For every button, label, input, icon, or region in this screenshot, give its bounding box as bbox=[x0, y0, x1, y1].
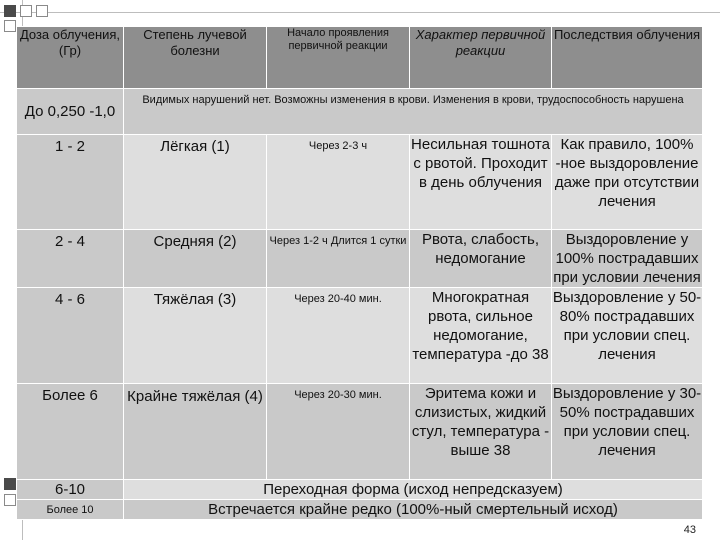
onset-cell: Через 1-2 ч Длится 1 сутки bbox=[267, 230, 410, 288]
character-cell: Рвота, слабость, недомогание bbox=[410, 230, 552, 288]
degree-cell: Средняя (2) bbox=[124, 230, 267, 288]
consequences-cell: Выздоровление у 30-50% пострадавших при условии спец. лечения bbox=[552, 384, 703, 480]
decor-square-4 bbox=[4, 20, 16, 32]
table-row bbox=[17, 135, 703, 230]
table-row bbox=[17, 384, 703, 480]
table-row bbox=[17, 480, 703, 500]
decor-square-5 bbox=[4, 478, 16, 490]
table-row bbox=[17, 500, 703, 520]
consequences-cell: Выздоровление у 50-80% пострадавших при условии спец. лечения bbox=[552, 288, 703, 384]
dose-cell: 4 - 6 bbox=[17, 288, 124, 384]
degree-cell: Крайне тяжёлая (4) bbox=[124, 384, 267, 480]
dose-cell: 1 - 2 bbox=[17, 135, 124, 230]
top-decor-line bbox=[0, 12, 720, 13]
decor-square-3 bbox=[36, 5, 48, 17]
consequences-cell: Как правило, 100% -ное выздоровление даже при отсутствии лечения bbox=[552, 135, 703, 230]
onset-cell: Через 20-30 мин. bbox=[267, 384, 410, 480]
dose-cell: Более 6 bbox=[17, 384, 124, 480]
consequences-cell: Выздоровление у 100% пострадавших при условии лечения bbox=[553, 231, 701, 286]
degree-cell: Лёгкая (1) bbox=[124, 135, 267, 230]
page-number: 43 bbox=[683, 524, 696, 536]
decor-square-1 bbox=[4, 5, 16, 17]
character-cell: Многократная рвота, сильное недомогание, температура -до 38 bbox=[410, 288, 552, 384]
dose-cell: 2 - 4 bbox=[17, 230, 124, 288]
dose-cell: Более 10 bbox=[17, 500, 124, 520]
onset-cell: Через 20-40 мин. bbox=[267, 288, 410, 384]
decor-square-2 bbox=[20, 5, 32, 17]
header-consequences: Последствия облучения bbox=[552, 27, 703, 89]
dose-cell: 6-10 bbox=[17, 480, 124, 500]
onset-cell: Через 2-3 ч bbox=[267, 135, 410, 230]
character-cell: Эритема кожи и слизистых, жидкий стул, температура - выше 38 bbox=[410, 384, 552, 480]
character-cell: Несильная тошнота с рвотой. Проходит в день облучения bbox=[410, 135, 552, 230]
header-degree: Степень лучевой болезни bbox=[124, 27, 267, 89]
table-row bbox=[17, 230, 703, 288]
degree-cell: Тяжёлая (3) bbox=[124, 288, 267, 384]
radiation-sickness-table bbox=[16, 26, 703, 520]
table-header-row bbox=[17, 27, 703, 89]
header-dose: Доза облучения, (Гр) bbox=[17, 27, 124, 89]
table-row bbox=[17, 89, 703, 135]
span-cell: Переходная форма (исход непредсказуем) bbox=[124, 480, 703, 500]
span-cell: Встречается крайне редко (100%-ный смертельный исход) bbox=[124, 500, 703, 520]
header-character: Характер первичной реакции bbox=[410, 27, 552, 89]
header-onset: Начало проявления первичной реакции bbox=[267, 27, 410, 89]
dose-cell: До 0,250 -1,0 bbox=[17, 89, 124, 135]
span-cell: Видимых нарушений нет. Возможны изменения в крови. Изменения в крови, трудоспособность нарушена bbox=[124, 89, 703, 135]
table-row bbox=[17, 288, 703, 384]
decor-square-6 bbox=[4, 494, 16, 506]
